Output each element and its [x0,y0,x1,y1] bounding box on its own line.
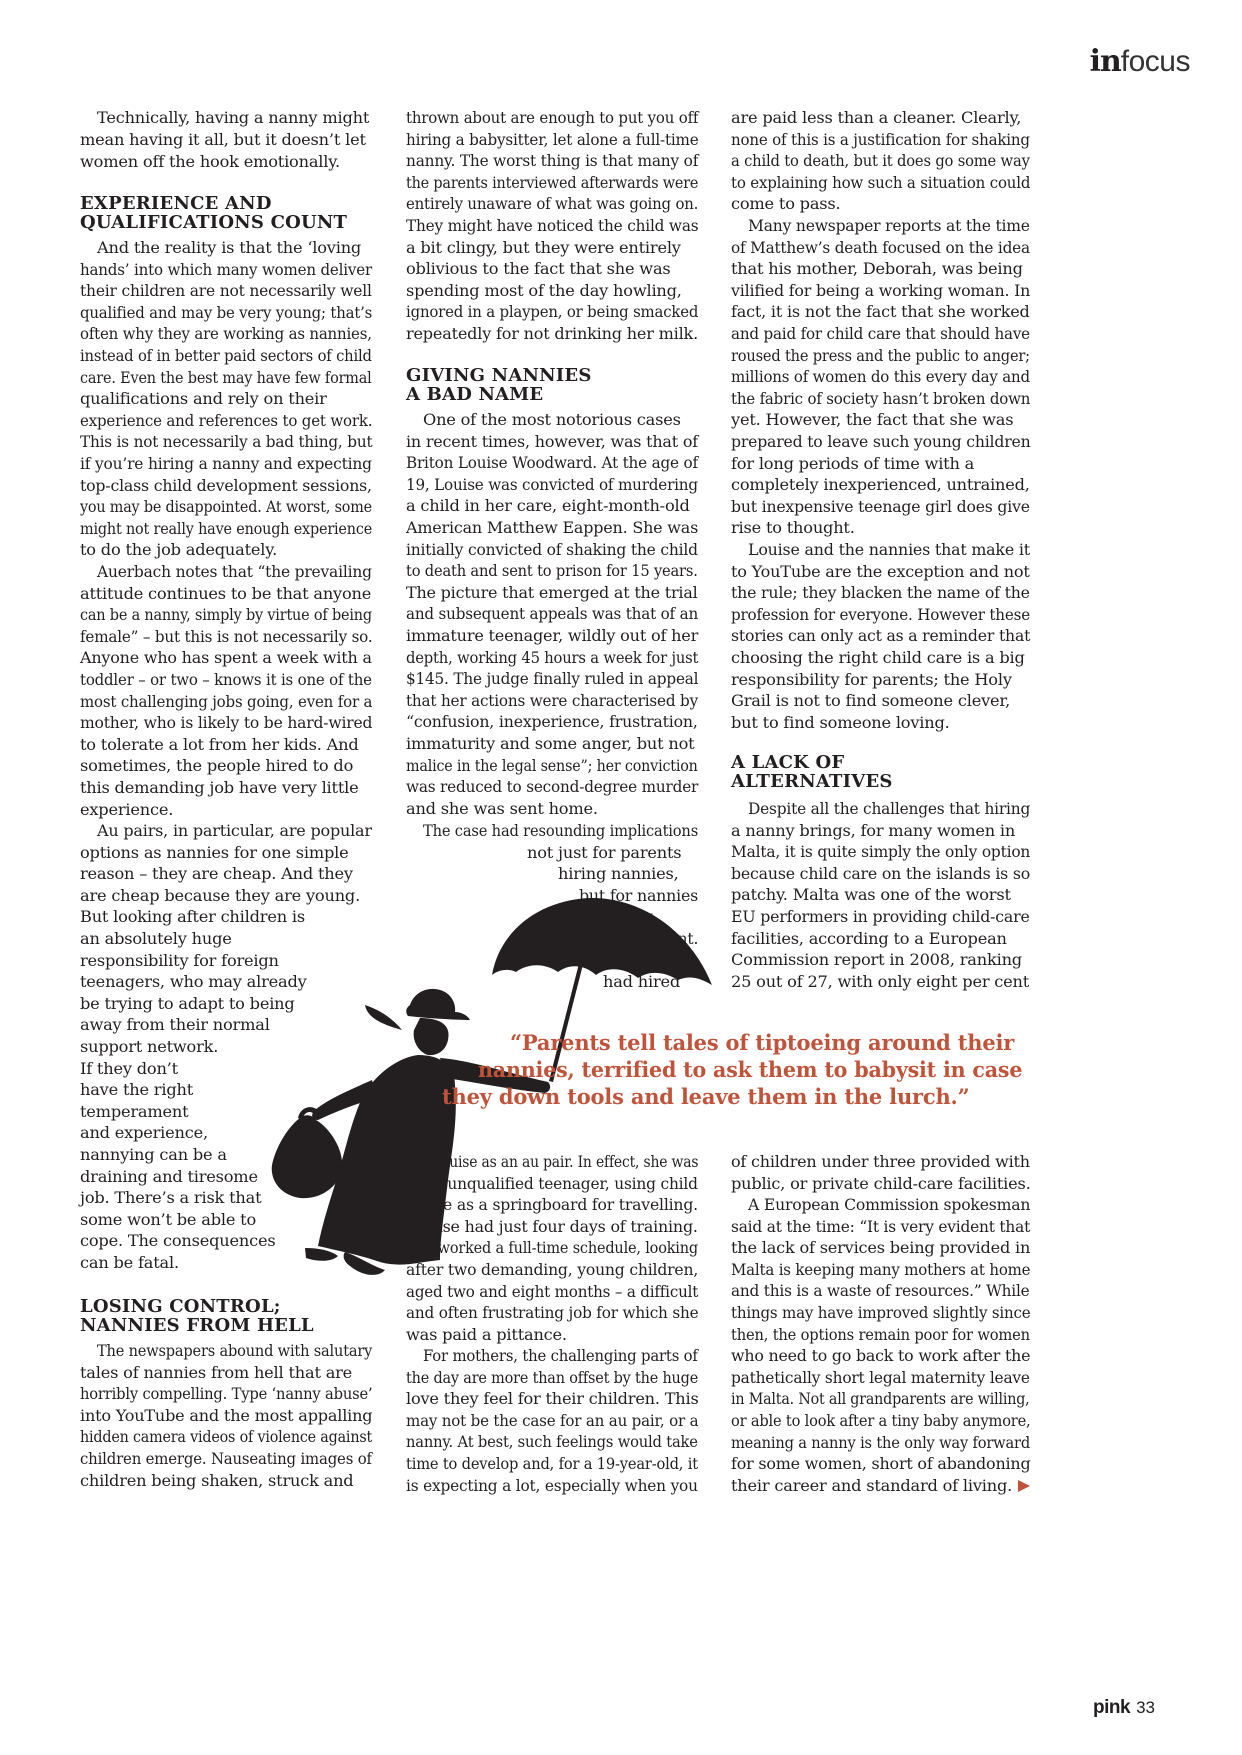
text-line: not just for parents [527,842,682,862]
text-line: pathetically short legal maternity leave [731,1367,1030,1387]
text-line: and she was sent home. [406,798,598,818]
page-footer [1093,1697,1155,1719]
text-line: love they feel for their children. This [406,1389,699,1409]
text-line: sometimes, the people hired to do [80,756,354,776]
text-line: after two demanding, young children, [406,1260,699,1279]
text-line: Despite all the challenges that hiring [748,799,1031,818]
text-line: to YouTube are the exception and not [731,561,1030,581]
text-line: might not really have enough experience [80,518,373,538]
text-line: was reduced to second-degree murder [406,777,699,797]
text-line: often why they are working as nannies, [80,324,372,344]
text-line: an unqualified teenager, using child [424,1173,698,1193]
text-line: completely inexperienced, untrained, [731,475,1030,495]
text-line: fact, it is not the fact that she worked [731,302,1030,322]
text-line: in Malta. Not all grandparents are willing, [731,1389,1030,1409]
section-heading: NANNIES FROM HELL [80,1315,314,1336]
text-line: But looking after children is [80,907,305,927]
text-line: come to pass. [731,194,841,214]
text-line: top-class child development sessions, [80,475,372,495]
text-line: initially convicted of shaking the child [406,539,698,559]
text-line: profession for everyone. However these [731,604,1030,624]
text-line: the lack of services being provided in [731,1238,1031,1258]
hat [406,989,470,1020]
text-line: can be a nanny, simply by virtue of being [80,605,372,625]
text-line: Malta is keeping many mothers at home [731,1259,1031,1279]
pull-quote-line: they down tools and leave them in the lurch.” [442,1084,970,1109]
text-line: things may have improved slightly since [731,1303,1031,1322]
text-line: to tolerate a lot from her kids. And [80,734,359,754]
text-line: roused the press and the public to anger; [731,345,1030,365]
text-line: depth, working 45 hours a week for just [406,647,699,667]
text-line: their career and standard of living. [731,1474,1030,1498]
text-line: For mothers, the challenging parts of [423,1346,698,1365]
text-line: Louise had just four days of training. [408,1216,698,1236]
text-line: Anyone who has spent a week with a [80,648,372,668]
text-line: The case had resounding implications [423,821,699,840]
text-line: The picture that emerged at the trial [406,582,698,602]
text-line: of children under three provided with [731,1152,1030,1171]
text-line: but inexpensive teenage girl does give [731,496,1030,516]
text-line: care. Even the best may have few formal [80,367,372,387]
text-line: and this is a waste of resources.” While [731,1281,1030,1301]
scarf [365,1005,402,1030]
text-line: an absolutely huge [80,929,232,948]
text-line: employment. [598,929,699,948]
text-line: time to develop and, for a 19-year-old, it [406,1454,698,1473]
text-line: for long periods of time with a [731,453,975,473]
text-line: nanny. The worst thing is that many of [406,151,699,171]
brand-logo: pink [1093,1697,1131,1718]
text-line: are cheap because they are young. [80,885,361,905]
text-line: a child in her care, eight-month-old [406,496,690,516]
text-line: the parents interviewed afterwards were [406,172,699,192]
text-line: or able to look after a tiny baby anymore, [731,1411,1031,1430]
text-line: job. There’s a risk that [80,1188,262,1208]
text-line: had hired [603,972,681,992]
text-line: who need to go back to work after the [731,1346,1031,1366]
text-line: Grail is not to find someone clever, [731,691,1011,711]
text-line: a bit clingy, but they were entirely [406,237,681,257]
page-number: 33 [1136,1698,1155,1717]
text-line: children being shaken, struck and [80,1470,354,1490]
text-line: then, the options remain poor for women [731,1324,1030,1344]
text-line: 25 out of 27, with only eight per cent [731,971,1030,991]
text-line: horribly compelling. Type ‘nanny abuse’ [80,1384,373,1404]
text-line: that her actions were characterised by [406,690,698,710]
text-line: some won’t be able to [80,1209,257,1229]
text-line: if you’re hiring a nanny and expecting [80,454,372,473]
text-line: for some women, short of abandoning [731,1454,1031,1474]
text-line: Briton Louise Woodward. At the age of [406,453,698,473]
text-line: Au pairs, in particular, are popular [97,821,372,840]
text-line: temperament [80,1101,189,1121]
section-heading: LOSING CONTROL; [80,1296,281,1317]
pull-quote-line: nannies, terrified to ask them to babysit in case [478,1057,1023,1082]
text-line: vilified for being a working woman. In [731,280,1031,300]
text-line: can be fatal. [80,1253,179,1272]
text-line: toddler – or two – knows it is one of the [80,670,372,689]
text-line: and often frustrating job for which she [406,1303,699,1323]
text-line: hiring nannies, [558,864,679,884]
text-line: repeatedly for not drinking her milk. [406,324,698,343]
text-line: $145. The judge finally ruled in appeal [406,669,699,689]
text-line: And the reality is that the ‘loving [97,238,362,257]
text-line: stories can only act as a reminder that [731,626,1031,646]
text-line: a nanny brings, for many women in [731,820,1016,840]
text-line: hiring a babysitter, let alone a full-time [406,129,699,149]
text-line: Malta, it is quite simply the only option [731,842,1031,862]
text-line: have the right [80,1080,194,1100]
text-line: because child care on the islands is so [731,863,1031,883]
text-line: none of this is a justification for shaking [731,129,1030,149]
text-line: teenagers, who may already [80,972,307,992]
text-line: hands’ into which many women deliver [80,259,372,279]
text-line: yet. However, the fact that she was [731,410,1014,430]
text-line: was paid a pittance. [406,1324,567,1344]
text-line: the fabric of society hasn’t broken down [731,388,1031,408]
section-heading: GIVING NANNIES [406,365,592,386]
text-line: said at the time: “It is very evident that [731,1216,1031,1236]
text-line: this demanding job have very little [80,778,359,797]
text-line: female” – but this is not necessarily so. [80,626,373,646]
text-line: A European Commission spokesman [748,1195,1031,1214]
text-line: Auerbach notes that “the prevailing [97,562,372,581]
head [414,1018,449,1055]
text-line: Commission report in 2008, ranking [731,950,1022,970]
text-line: a child to death, but it does go some way [731,151,1030,171]
text-line: prepared to leave such young children [731,432,1031,451]
text-line: meaning a nanny is the only way forward [731,1432,1031,1452]
text-line: the rule; they blacken the name of the [731,583,1030,603]
text-line: and paid for child care that should have [731,324,1030,343]
text-line: to explaining how such a situation could [731,172,1031,192]
text-line: nannying can be a [80,1145,227,1164]
text-line: women off the hook emotionally. [80,152,340,171]
text-line: Louise and the nannies that make it [748,540,1030,559]
text-line: The Eappens [601,950,699,970]
text-line: may not be the case for an au pair, or a [406,1410,699,1430]
text-line: seeking [591,907,653,927]
text-line: This is not necessarily a bad thing, but [80,432,373,452]
text-line: tales of nannies from hell that are [80,1362,353,1382]
text-line: but to find someone loving. [731,712,950,732]
text-line: EU performers in providing child-care [731,907,1030,926]
text-line: choosing the right child care is a big [731,648,1025,667]
text-line: of Matthew’s death focused on the idea [731,237,1030,257]
text-line: American Matthew Eappen. She was [406,518,699,537]
text-line: They might have noticed the child was [406,216,699,235]
text-line: 19, Louise was convicted of murdering [406,474,698,494]
text-line: that his mother, Deborah, was being [731,259,1023,279]
text-line: Many newspaper reports at the time [748,216,1030,235]
section-logo-bold: in [1089,44,1121,79]
text-line: care as a springboard for travelling. [418,1195,698,1215]
text-line: She worked a full-time schedule, looking [406,1238,698,1258]
text-line: you may be disappointed. At worst, some [80,497,372,517]
text-line: qualifications and rely on their [80,389,327,409]
section-heading: A LACK OF [731,752,845,773]
text-line: mean having it all, but it doesn’t let [80,130,366,149]
text-line: draining and tiresome [80,1166,258,1186]
text-line: rise to thought. [731,518,855,538]
text-line: responsibility for parents; the Holy [731,669,1012,689]
text-line: experience and references to get work. [80,410,373,430]
text-line: the day are more than offset by the huge [406,1367,699,1387]
text-line: and experience, [80,1123,208,1143]
text-line: options as nannies for one simple [80,842,349,862]
text-line: to do the job adequately. [80,540,278,560]
section-heading: EXPERIENCE AND [80,193,272,214]
text-line: into YouTube and the most appalling [80,1405,373,1425]
text-line: The newspapers abound with salutary [97,1341,373,1360]
text-line: spending most of the day howling, [406,280,682,300]
text-line: their children are not necessarily well [80,281,372,301]
section-heading: QUALIFICATIONS COUNT [80,212,348,233]
text-line: Louise as an au pair. In effect, she was [432,1152,699,1171]
text-line: be trying to adapt to being [80,993,295,1013]
text-line: most challenging jobs going, even for a [80,691,373,711]
text-line: mother, who is likely to be hard-wired [80,713,373,733]
text-line: hidden camera videos of violence against [80,1427,373,1447]
text-line: If they don’t [80,1058,178,1078]
end-of-article-icon [1018,1480,1030,1492]
text-line: to death and sent to prison for 15 years. [406,561,698,581]
text-line: “confusion, inexperience, frustration, [406,712,698,732]
text-line: public, or private child-care facilities. [731,1173,1031,1193]
text-line: millions of women do this every day and [731,367,1030,387]
section-logo-light: focus [1120,45,1190,78]
text-line: immaturity and some anger, but not [406,734,695,753]
text-line: cope. The consequences [80,1231,276,1251]
text-line: away from their normal [80,1015,270,1035]
text-line: are paid less than a cleaner. Clearly, [731,108,1022,127]
section-heading: A BAD NAME [406,384,544,405]
left-foot [305,1248,338,1261]
text-line: and subsequent appeals was that of an [406,604,699,624]
text-line: nanny. At best, such feelings would take [406,1432,698,1452]
section-heading: ALTERNATIVES [731,771,893,792]
text-line: support network. [80,1037,219,1056]
text-line: children emerge. Nauseating images of [80,1449,372,1468]
handbag [272,1115,342,1198]
text-line: instead of in better paid sectors of child [80,346,372,365]
text-line: is expecting a lot, especially when you [406,1475,698,1495]
text-line: ignored in a playpen, or being smacked [406,302,699,322]
text-line: facilities, according to a European [731,928,1007,948]
text-line: patchy. Malta was one of the worst [731,885,1011,905]
text-line: malice in the legal sense”; her conviction [406,755,698,775]
text-line: qualified and may be very young; that’s [80,302,373,322]
text-line: attitude continues to be that anyone [80,583,372,603]
text-line: responsibility for foreign [80,950,279,970]
text-line: thrown about are enough to put you off [406,108,699,127]
text-line: reason – they are cheap. And they [80,864,353,884]
text-line: in recent times, however, was that of [406,431,698,451]
text-line: but for nannies [579,885,699,905]
text-line: aged two and eight months – a difficult [406,1281,699,1301]
text-line: oblivious to the fact that she was [406,259,671,279]
text-line: Technically, having a nanny might [97,108,370,127]
text-line: immature teenager, wildly out of her [406,626,699,645]
text-line: entirely unaware of what was going on. [406,194,699,214]
text-line: One of the most notorious cases [423,410,681,429]
text-line: experience. [80,799,174,819]
pull-quote-line: “Parents tell tales of tiptoeing around their [510,1030,1015,1055]
